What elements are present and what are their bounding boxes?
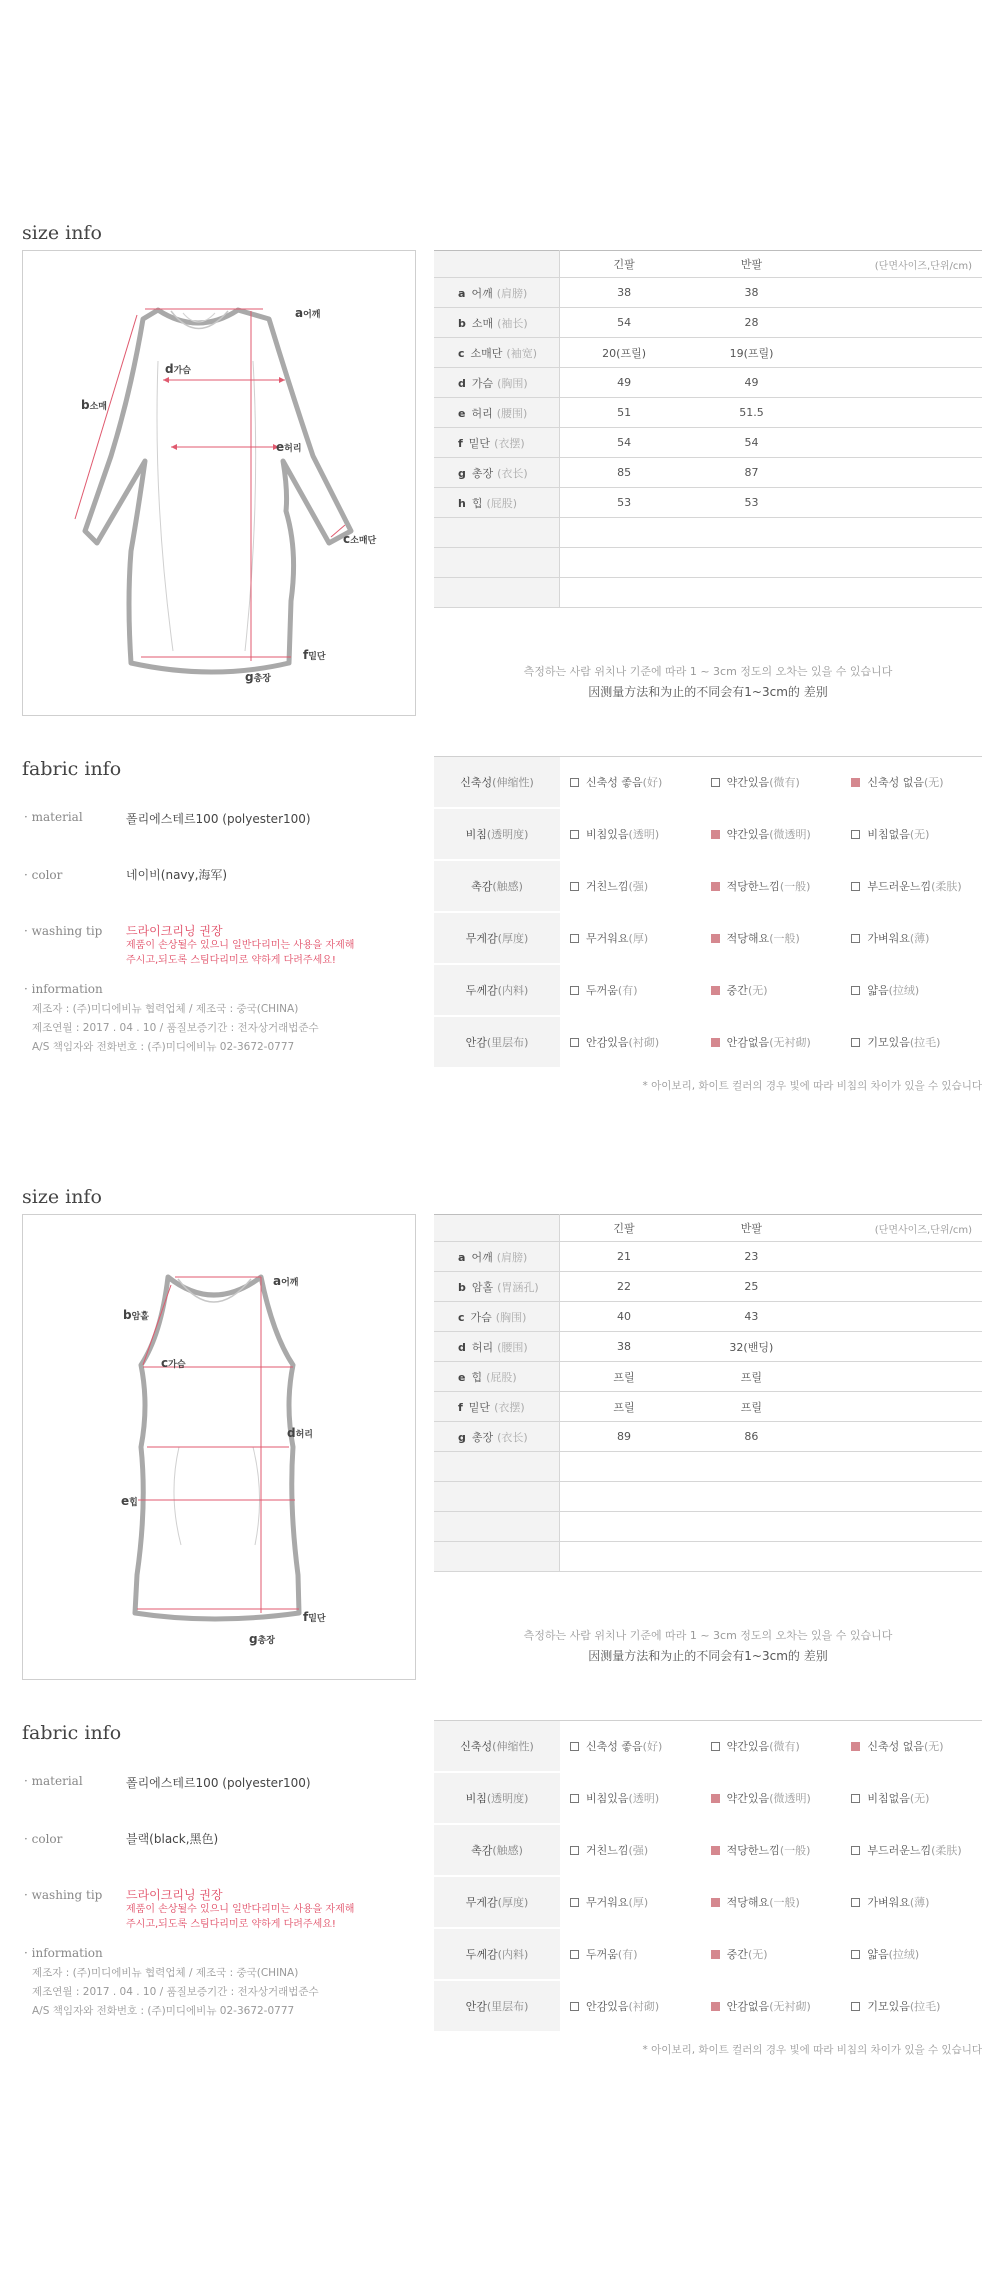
table-row: a 어깨 (肩膀) 21 23 xyxy=(434,1242,982,1272)
diagram-label-d: d가슴 xyxy=(165,362,191,376)
checkbox-icon xyxy=(570,986,579,995)
checkbox-icon xyxy=(570,778,579,787)
table-row: g 총장 (衣长) 85 87 xyxy=(434,458,982,488)
information-lines: 제조자 : (주)미디에비뉴 협력업체 / 제조국 : 중국(CHINA) 제조연월 : 2017 . 04 . 10 / 품질보증기간 : 전자상거래법준수 A/S 책임자와 전화번호 : (주)미디에비뉴 02-3672-0777 xyxy=(32,1967,319,2017)
diagram-label-b: b소매 xyxy=(81,398,107,412)
color-value: 네이비(navy,海军) xyxy=(126,868,228,882)
table-row: d 허리 (腰围) 38 32(밴딩) xyxy=(434,1332,982,1362)
washing-label: · washing tip xyxy=(24,924,103,938)
checkbox-icon xyxy=(851,2002,860,2011)
diagram-label-c: c소매단 xyxy=(343,532,377,546)
checkbox-checked-icon xyxy=(851,778,860,787)
checkbox-icon xyxy=(570,830,579,839)
fabric-row: 신축성(伸缩性) 신축성 좋음(好) 약간있음(微有) 신축성 없음(无) xyxy=(434,757,982,809)
washing-sub: 제품이 손상될수 있으니 일반다리미는 사용을 자제해 주시고,되도록 스팀다리미로 약하게 다려주세요! xyxy=(126,940,355,966)
fabric-note: * 아이보리, 화이트 컬러의 경우 빛에 따라 비침의 차이가 있을 수 있습니다 xyxy=(642,1080,982,1092)
table-row: c 가슴 (胸围) 40 43 xyxy=(434,1302,982,1332)
table-row: e 허리 (腰围) 51 51.5 xyxy=(434,398,982,428)
size-info-title: size info xyxy=(22,1186,102,1208)
fabric-row: 안감(里层布) 안감있음(衬砌) 안감없음(无衬砌) 기모있음(拉毛) xyxy=(434,1980,982,2032)
information-label: · information xyxy=(24,1946,103,1960)
checkbox-icon xyxy=(570,934,579,943)
checkbox-icon xyxy=(570,2002,579,2011)
checkbox-icon xyxy=(851,882,860,891)
checkbox-icon xyxy=(851,1038,860,1047)
fabric-table xyxy=(434,756,982,1069)
table-row: e 힙 (屁股) 프릴 프릴 xyxy=(434,1362,982,1392)
color-value: 블랙(black,黑色) xyxy=(126,1832,219,1846)
table-row-empty xyxy=(434,578,982,608)
table-row: b 암홀 (胃涵孔) 22 25 xyxy=(434,1272,982,1302)
checkbox-icon xyxy=(851,986,860,995)
checkbox-checked-icon xyxy=(851,1742,860,1751)
color-label: · color xyxy=(24,868,63,882)
fabric-row: 무게감(厚度) 무거워요(厚) 적당해요(一般) 가벼워요(薄) xyxy=(434,1876,982,1928)
measure-note: 측정하는 사람 위치나 기준에 따라 1 ~ 3cm 정도의 오차는 있을 수 있습니다 因测量方法和为止的不同会有1~3cm的 差别 xyxy=(523,1629,893,1663)
garment-diagram xyxy=(22,250,416,716)
checkbox-icon xyxy=(711,1742,720,1751)
table-row-empty xyxy=(434,1482,982,1512)
fabric-table xyxy=(434,1720,982,2033)
diagram-label-a: a어깨 xyxy=(273,1274,299,1288)
size-info-title: size info xyxy=(22,222,102,244)
checkbox-icon xyxy=(851,1846,860,1855)
table-row-empty xyxy=(434,518,982,548)
table-row: a 어깨 (肩膀) 38 38 xyxy=(434,278,982,308)
checkbox-icon xyxy=(851,934,860,943)
checkbox-checked-icon xyxy=(711,1794,720,1803)
color-label: · color xyxy=(24,1832,63,1846)
table-row-empty xyxy=(434,548,982,578)
fabric-row: 안감(里层布) 안감있음(衬砌) 안감없음(无衬砌) 기모있음(拉毛) xyxy=(434,1016,982,1068)
table-row: f 밑단 (衣摆) 54 54 xyxy=(434,428,982,458)
checkbox-checked-icon xyxy=(711,1038,720,1047)
diagram-label-c: c가슴 xyxy=(161,1356,186,1370)
checkbox-checked-icon xyxy=(711,986,720,995)
fabric-row: 두께감(内料) 두꺼움(有) 중간(无) 얇음(拉绒) xyxy=(434,1928,982,1980)
table-row: c 소매단 (袖宽) 20(프릴) 19(프릴) xyxy=(434,338,982,368)
table-row-empty xyxy=(434,1512,982,1542)
checkbox-icon xyxy=(851,1898,860,1907)
checkbox-icon xyxy=(851,830,860,839)
washing-main: 드라이크리닝 권장 xyxy=(126,924,223,938)
fabric-note: * 아이보리, 화이트 컬러의 경우 빛에 따라 비침의 차이가 있을 수 있습니다 xyxy=(642,2044,982,2056)
checkbox-icon xyxy=(570,1898,579,1907)
sleeveless-dress-diagram xyxy=(23,1215,415,1679)
information-label: · information xyxy=(24,982,103,996)
fabric-info-title: fabric info xyxy=(22,758,122,780)
col-long-sleeve: 긴팔 xyxy=(560,1215,688,1242)
checkbox-checked-icon xyxy=(711,1846,720,1855)
information-lines: 제조자 : (주)미디에비뉴 협력업체 / 제조국 : 중국(CHINA) 제조연월 : 2017 . 04 . 10 / 품질보증기간 : 전자상거래법준수 A/S 책임자와 전화번호 : (주)미디에비뉴 02-3672-0777 xyxy=(32,1003,319,1053)
table-row: g 총장 (衣长) 89 86 xyxy=(434,1422,982,1452)
material-label: · material xyxy=(24,810,83,824)
checkbox-checked-icon xyxy=(711,934,720,943)
fabric-row: 비침(透明度) 비침있음(透明) 약간있음(微透明) 비침없음(无) xyxy=(434,808,982,860)
diagram-label-e: e허리 xyxy=(276,440,302,454)
garment-diagram xyxy=(22,1214,416,1680)
material-label: · material xyxy=(24,1774,83,1788)
checkbox-checked-icon xyxy=(711,1898,720,1907)
diagram-label-d: d허리 xyxy=(287,1426,313,1440)
diagram-label-f: f밑단 xyxy=(303,648,326,662)
diagram-label-g: g총장 xyxy=(249,1632,275,1646)
checkbox-checked-icon xyxy=(711,830,720,839)
col-short-sleeve: 반팔 xyxy=(688,1215,816,1242)
table-row: h 힙 (屁股) 53 53 xyxy=(434,488,982,518)
fabric-row: 촉감(触感) 거친느낌(强) 적당한느낌(一般) 부드러운느낌(柔肤) xyxy=(434,1824,982,1876)
washing-label: · washing tip xyxy=(24,1888,103,1902)
table-row: f 밑단 (衣摆) 프릴 프릴 xyxy=(434,1392,982,1422)
table-row: b 소매 (袖长) 54 28 xyxy=(434,308,982,338)
diagram-label-e: e힙 xyxy=(121,1494,138,1508)
unit-note: (단면사이즈,단위/cm) xyxy=(815,251,982,278)
col-short-sleeve: 반팔 xyxy=(688,251,815,278)
checkbox-icon xyxy=(570,1846,579,1855)
checkbox-icon xyxy=(851,1794,860,1803)
table-row-empty xyxy=(434,1452,982,1482)
diagram-label-a: a어깨 xyxy=(295,306,321,320)
size-table xyxy=(434,1214,982,1572)
material-value: 폴리에스테르100 (polyester100) xyxy=(126,812,311,826)
unit-note: (단면사이즈,단위/cm) xyxy=(815,1215,982,1242)
fabric-row: 신축성(伸缩性) 신축성 좋음(好) 약간있음(微有) 신축성 없음(无) xyxy=(434,1721,982,1773)
fabric-row: 비침(透明度) 비침있음(透明) 약간있음(微透明) 비침없음(无) xyxy=(434,1772,982,1824)
checkbox-icon xyxy=(570,1038,579,1047)
long-sleeve-dress-diagram xyxy=(23,251,415,715)
washing-main: 드라이크리닝 권장 xyxy=(126,1888,223,1902)
diagram-label-f: f밑단 xyxy=(303,1610,326,1624)
washing-sub: 제품이 손상될수 있으니 일반다리미는 사용을 자제해 주시고,되도록 스팀다리미로 약하게 다려주세요! xyxy=(126,1904,355,1930)
checkbox-icon xyxy=(570,882,579,891)
checkbox-icon xyxy=(570,1950,579,1959)
checkbox-icon xyxy=(570,1794,579,1803)
material-value: 폴리에스테르100 (polyester100) xyxy=(126,1776,311,1790)
measure-note: 측정하는 사람 위치나 기준에 따라 1 ~ 3cm 정도의 오차는 있을 수 있습니다 因测量方法和为止的不同会有1~3cm的 差别 xyxy=(523,665,893,699)
fabric-info-title: fabric info xyxy=(22,1722,122,1744)
fabric-row: 두께감(内料) 두꺼움(有) 중간(无) 얇음(拉绒) xyxy=(434,964,982,1016)
diagram-label-g: g총장 xyxy=(245,670,271,684)
table-row-empty xyxy=(434,1542,982,1572)
fabric-row: 촉감(触感) 거친느낌(强) 적당한느낌(一般) 부드러운느낌(柔肤) xyxy=(434,860,982,912)
checkbox-icon xyxy=(711,778,720,787)
size-table xyxy=(434,250,982,608)
checkbox-icon xyxy=(570,1742,579,1751)
diagram-label-b: b암홀 xyxy=(123,1308,149,1322)
fabric-row: 무게감(厚度) 무거워요(厚) 적당해요(一般) 가벼워요(薄) xyxy=(434,912,982,964)
checkbox-checked-icon xyxy=(711,2002,720,2011)
checkbox-icon xyxy=(851,1950,860,1959)
checkbox-checked-icon xyxy=(711,1950,720,1959)
table-row: d 가슴 (胸围) 49 49 xyxy=(434,368,982,398)
col-long-sleeve: 긴팔 xyxy=(560,251,688,278)
checkbox-checked-icon xyxy=(711,882,720,891)
